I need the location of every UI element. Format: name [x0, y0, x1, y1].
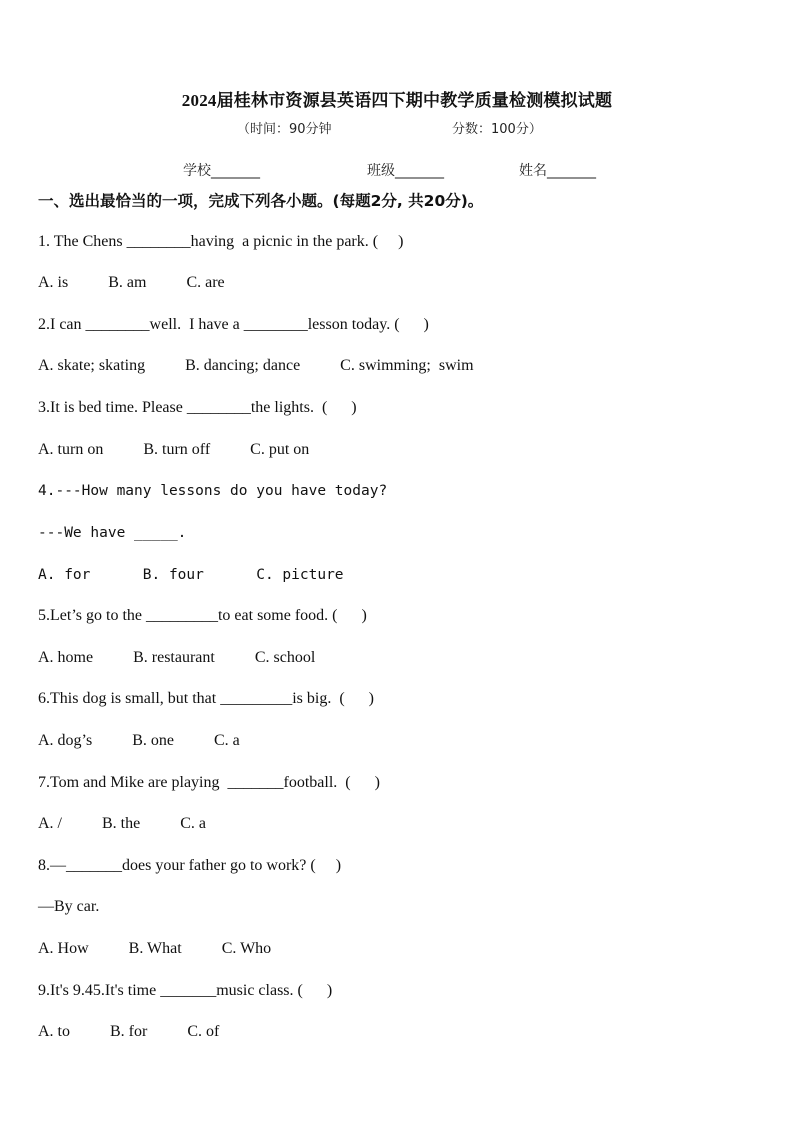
question-5: 5.Let’s go to the _________to eat some food. ( ) — [38, 607, 367, 624]
section-heading: 一、选出最恰当的一项，完成下列各小题。(每题2分, 共20分)。 — [38, 192, 484, 210]
total-score: 分数：100分） — [452, 122, 542, 137]
options-4: A. for B. four C. picture — [38, 567, 344, 583]
question-7: 7.Tom and Mike are playing _______football. ( ) — [38, 774, 380, 791]
question-3: 3.It is bed time. Please ________the lights. ( ) — [38, 399, 357, 416]
options-1: A. is B. am C. are — [38, 274, 225, 291]
options-2: A. skate; skating B. dancing; dance C. swimming; swim — [38, 357, 474, 374]
question-1: 1. The Chens ________having a picnic in the park. ( ) — [38, 233, 404, 250]
question-9: 9.It's 9.45.It's time _______music class. ( ) — [38, 982, 333, 999]
question-4-reply: ---We have _____. — [38, 525, 187, 541]
question-2: 2.I can ________well. I have a ________lesson today. ( ) — [38, 316, 429, 333]
exam-title: 2024届桂林市资源县英语四下期中教学质量检测模拟试题 — [181, 91, 613, 110]
school-field: 学校_______ — [183, 163, 260, 179]
class-field: 班级_______ — [367, 163, 444, 179]
question-6: 6.This dog is small, but that _________is big. ( ) — [38, 690, 374, 707]
name-field: 姓名_______ — [519, 163, 596, 179]
time-limit: （时间：90分钟 — [237, 122, 332, 137]
options-3: A. turn on B. turn off C. put on — [38, 441, 310, 458]
options-8: A. How B. What C. Who — [38, 940, 272, 957]
options-9: A. to B. for C. of — [38, 1023, 220, 1040]
question-4: 4.---How many lessons do you have today? — [38, 483, 388, 499]
options-6: A. dog’s B. one C. a — [38, 732, 240, 749]
options-7: A. / B. the C. a — [38, 815, 206, 832]
options-5: A. home B. restaurant C. school — [38, 649, 316, 666]
question-8: 8.—_______does your father go to work? ( ) — [38, 857, 342, 874]
question-8-reply: —By car. — [38, 898, 100, 915]
